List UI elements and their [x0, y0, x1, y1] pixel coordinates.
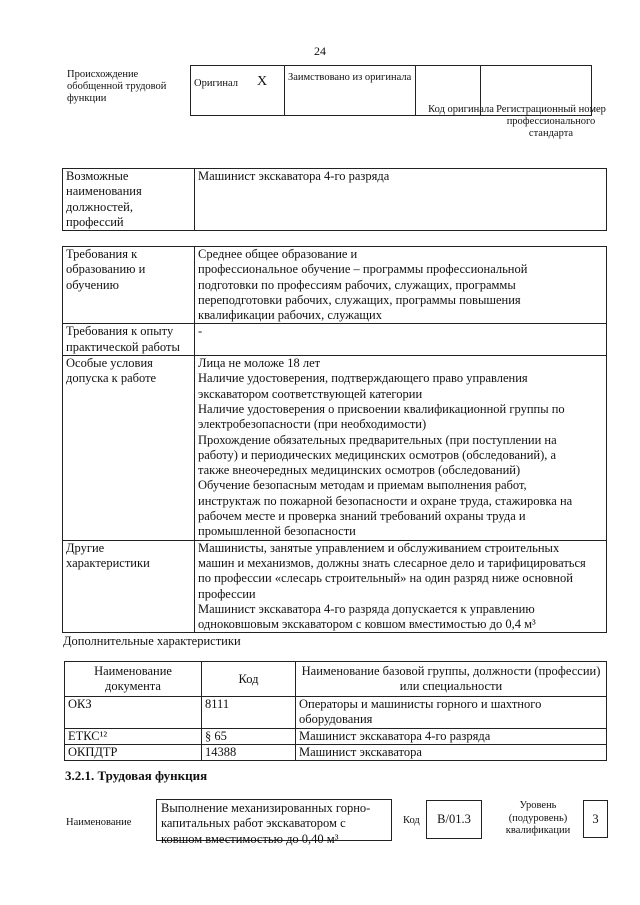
- admission-label: Особые условия допуска к работе: [63, 356, 195, 541]
- text-line: Машинисты, занятые управлением и обслуживанием строительных: [198, 540, 560, 555]
- function-code-value: B/01.3: [426, 800, 482, 839]
- text-line: рабочем месте и проверка знаний требований охраны труда и: [198, 509, 526, 524]
- reg-number-label: Регистрационный номер профессионального стандарта: [496, 104, 606, 139]
- function-code-label: Код: [403, 815, 420, 826]
- text-line: промышленной безопасности: [198, 524, 356, 539]
- group-cell: Машинист экскаватора: [296, 744, 607, 760]
- extra-title: Дополнительные характеристики: [63, 634, 241, 648]
- code-cell: § 65: [202, 728, 296, 744]
- text-line: Среднее общее образование и: [198, 247, 358, 261]
- qualification-level-label: Уровень (подуровень) квалификации: [505, 800, 571, 836]
- positions-value: Машинист экскаватора 4-го разряда: [195, 169, 607, 231]
- text-line: Прохождение обязательных предварительных (при поступлении на: [198, 432, 557, 447]
- text-line: также внеочередных медицинских осмотров (обследований): [198, 463, 521, 478]
- text-line: Обучение безопасным методам и приемам выполнения работ,: [198, 478, 527, 493]
- text-line: Лица не моложе 18 лет: [198, 356, 321, 371]
- original-label: Оригинал: [194, 78, 238, 89]
- experience-value: [195, 324, 607, 356]
- function-name-label: Наименование: [66, 817, 132, 828]
- extra-header-row: [65, 662, 607, 697]
- text-line: переподготовки рабочих, служащих, программы повышения: [198, 292, 521, 307]
- original-code-label: Код оригинала: [428, 104, 494, 115]
- group-cell: Операторы и машинисты горного и шахтного оборудования: [296, 697, 607, 729]
- text-line: квалификации рабочих, служащих: [198, 308, 382, 323]
- text-line: -: [198, 324, 203, 339]
- other-label: Другие характеристики: [63, 540, 195, 633]
- header-doc: Наименование документа: [65, 662, 202, 697]
- doc-cell: ОКПДТР: [65, 744, 202, 760]
- qualification-level-value: 3: [583, 800, 608, 838]
- text-line: одноковшовым экскаватором с ковшом вместимостью до 0,4 м³: [198, 617, 536, 632]
- function-heading: 3.2.1. Трудовая функция: [65, 768, 208, 783]
- origin-label: Происхождение обобщенной трудовой функции: [67, 69, 167, 104]
- text-line: Наличие удостоверения, подтверждающего право управления: [198, 371, 528, 386]
- header-code: Код: [202, 662, 296, 697]
- education-label: Требования к образованию и обучению: [63, 247, 195, 324]
- code-cell: 14388: [202, 744, 296, 760]
- positions-table: [62, 168, 607, 231]
- text-line: работу) и периодических медицинских осмотров (обследований), а: [198, 447, 557, 462]
- text-line: профессии: [198, 586, 256, 601]
- function-name-value: Выполнение механизированных горно-капитальных работ экскаватором с ковшом вместимостью до 0,40 м³: [156, 799, 392, 841]
- education-value: [195, 247, 607, 324]
- page-number: 24: [314, 44, 326, 58]
- text-line: экскаватором соответствующей категории: [198, 386, 423, 401]
- admission-value: [195, 356, 607, 541]
- text-line: Машинист экскаватора 4-го разряда допускается к управлению: [198, 601, 535, 616]
- positions-label: Возможные наименования должностей, профессий: [63, 169, 195, 231]
- text-line: по профессии «слесарь строительный» на один разряд ниже основной: [198, 571, 573, 586]
- header-group: Наименование базовой группы, должности (профессии) или специальности: [296, 662, 607, 697]
- experience-label: Требования к опыту практической работы: [63, 324, 195, 356]
- original-cell: [191, 66, 255, 116]
- doc-cell: ЕТКС¹²: [65, 728, 202, 744]
- text-line: машин и механизмов, должны знать слесарное дело и тарифицироваться: [198, 555, 586, 570]
- table-row: [65, 728, 607, 744]
- extra-table: [64, 661, 607, 761]
- doc-cell: ОКЗ: [65, 697, 202, 729]
- original-mark: X: [254, 66, 285, 116]
- code-cell: 8111: [202, 697, 296, 729]
- text-line: профессиональное обучение – программы профессиональной: [198, 262, 528, 277]
- text-line: Наличие удостоверения о присвоении квалификационной группы по: [198, 401, 565, 416]
- table-row: [65, 697, 607, 729]
- other-value: [195, 540, 607, 633]
- requirements-table: [62, 246, 607, 633]
- text-line: подготовки по профессиям рабочих, служащих, программы: [198, 277, 516, 292]
- borrowed-label: Заимствовано из оригинала: [285, 66, 416, 116]
- text-line: инструктаж по пожарной безопасности и охране труда, стажировка на: [198, 493, 573, 508]
- group-cell: Машинист экскаватора 4-го разряда: [296, 728, 607, 744]
- text-line: электробезопасности (при необходимости): [198, 417, 427, 432]
- table-row: [65, 744, 607, 760]
